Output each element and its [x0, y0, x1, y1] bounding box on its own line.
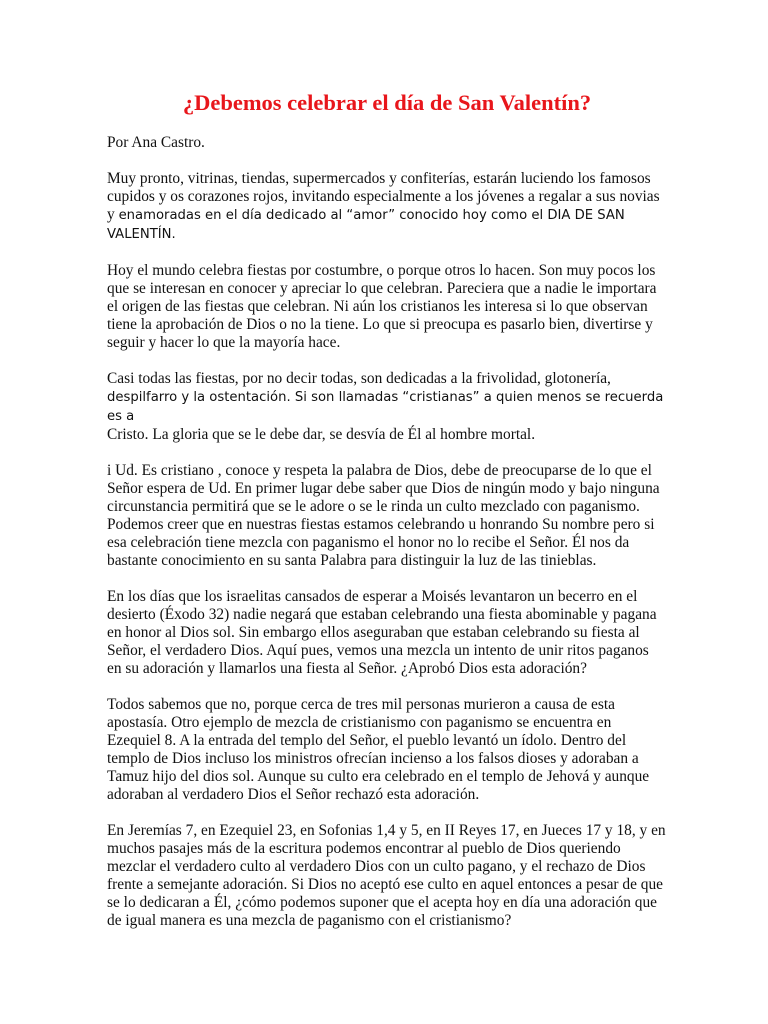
document-page	[107, 88, 667, 948]
paragraph-3-text-alt-font: despilfarro y la ostentación. Si son llamadas “cristianas” a quien menos se recuerda es a	[107, 390, 664, 424]
paragraph-7: En Jeremías 7, en Ezequiel 23, en Sofonias 1,4 y 5, en II Reyes 17, en Jueces 17 y 18, y en muchos pasajes más de la escritura podemos encontrar al pueblo de Dios queriendo mezclar el verdadero culto al verdadero Dios con un culto pagano, y el rechazo de Dios frente a semejante adoración. Si Dios no aceptó ese culto en aquel entonces a pesar de que se lo dedicaran a Él, ¿cómo podemos suponer que el acepta hoy en día una adoración que de igual manera es una mezcla de paganismo con el cristianismo?	[107, 822, 666, 929]
paragraph-1	[107, 170, 667, 244]
paragraph-1-text-alt-font: enamoradas en el día dedicado al “amor” conocido hoy como el DIA DE SAN VALENTÍN.	[107, 208, 625, 242]
paragraph-4: i Ud. Es cristiano , conoce y respeta la palabra de Dios, debe de preocuparse de lo que el Señor espera de Ud. En primer lugar debe saber que Dios de ningún modo y bajo ninguna circunstancia permitirá que se le adore o se le rinda un culto mezclado con paganismo. Podemos creer que en nuestras fiestas estamos celebrando u honrando Su nombre pero si esa celebración tiene mezcla con paganismo el honor no lo recibe el Señor. Él nos da bastante conocimiento en su santa Palabra para distinguir la luz de las tinieblas.	[107, 462, 660, 569]
paragraph-2: Hoy el mundo celebra fiestas por costumbre, o porque otros lo hacen. Son muy pocos los que se interesan en conocer y apreciar lo que celebran. Pareciera que a nadie le importara el origen de las fiestas que celebran. Ni aún los cristianos les interesa si lo que observan tiene la aprobación de Dios o no la tiene. Lo que si preocupa es pasarlo bien, divertirse y seguir y hacer lo que la mayoría hace.	[107, 262, 657, 351]
document-title: ¿Debemos celebrar el día de San Valentín?	[182, 90, 592, 115]
paragraph-3	[107, 370, 667, 444]
paragraph-1-text: Muy pronto, vitrinas, tiendas, supermercados y confiterías, estarán luciendo los famosos cupidos y os corazones rojos, invitando especialmente a los jóvenes a regalar a sus novias y	[107, 170, 660, 223]
paragraph-5: En los días que los israelitas cansados de esperar a Moisés levantaron un becerro en el desierto (Éxodo 32) nadie negará que estaban celebrando una fiesta abominable y pagana en honor al Dios sol. Sin embargo ellos aseguraban que estaban celebrando su fiesta al Señor, el verdadero Dios. Aquí pues, vemos una mezcla un intento de unir ritos paganos en su adoración y llamarlos una fiesta al Señor. ¿Aprobó Dios esta adoración?	[107, 588, 657, 677]
paragraph-6: Todos sabemos que no, porque cerca de tres mil personas murieron a causa de esta apostasía. Otro ejemplo de mezcla de cristianismo con paganismo se encuentra en Ezequiel 8. A la entrada del templo del Señor, el pueblo levantó un ídolo. Dentro del templo de Dios incluso los ministros ofrecían incienso a los falsos dioses y adoraban a Tamuz hijo del dios sol. Aunque su culto era celebrado en el templo de Jehová y aunque adoraban al verdadero Dios el Señor rechazó esta adoración.	[107, 696, 650, 803]
paragraph-3-text-end: Cristo. La gloria que se le debe dar, se desvía de Él al hombre mortal.	[107, 426, 536, 443]
paragraph-3-text: Casi todas las fiestas, por no decir todas, son dedicadas a la frivolidad, glotonería,	[107, 370, 611, 387]
author-line: Por Ana Castro.	[107, 134, 205, 151]
